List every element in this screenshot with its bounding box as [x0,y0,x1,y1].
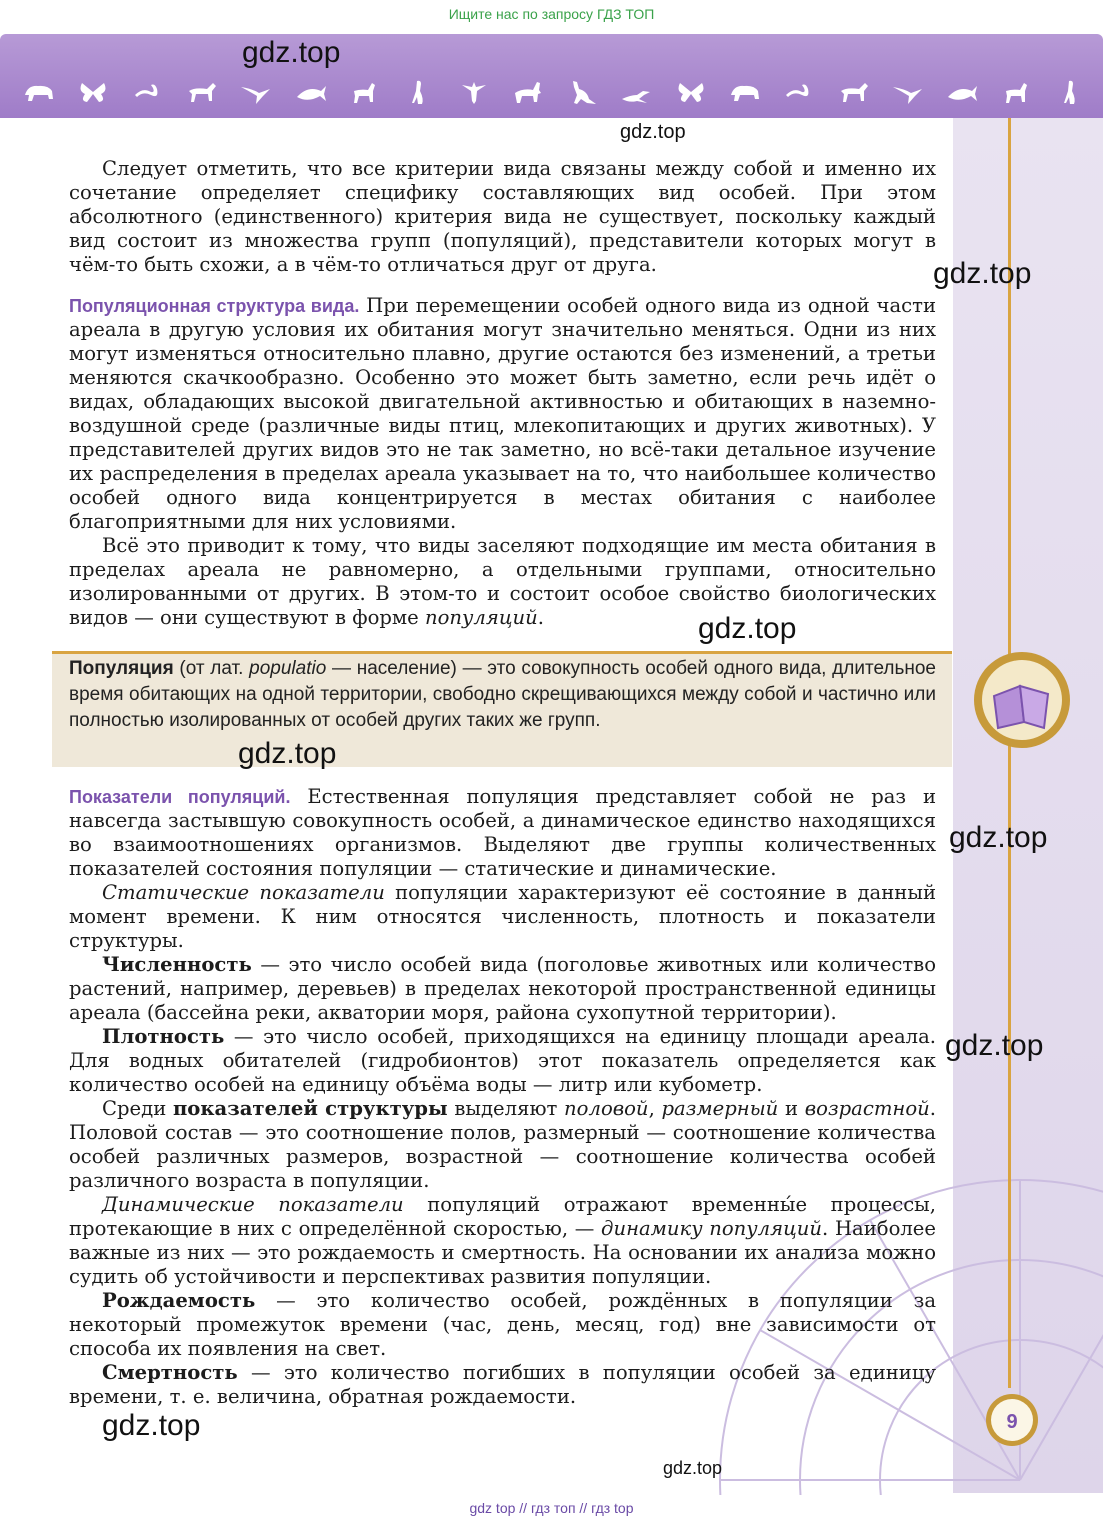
butterfly-icon [76,77,110,107]
section-population-indicators [69,785,936,1409]
scorpion-icon [131,77,165,107]
deer-icon [511,77,545,107]
margin-divider-line [1008,118,1011,1388]
fish-icon [294,77,328,107]
paragraph: Рождаемость — это количество особей, рождённых в популяции за некоторый промежуток времени (час, день, месяц, год) вне зависимости от способа их появления на свет. [69,1289,936,1360]
section-heading: Популяционная структура вида. [69,296,360,316]
watermark: gdz.top [698,612,797,645]
book-icon [972,650,1072,750]
fish-icon [945,77,979,107]
horse-icon [185,77,219,107]
goat-icon [1000,77,1034,107]
lizard-icon [619,77,653,107]
insect-icon [457,77,491,107]
bird-icon [891,77,925,107]
footer-links[interactable]: gdz top // гдз топ // гдз top [469,1500,634,1516]
watermark: gdz.top [242,36,341,69]
search-hint: Ищите нас по запросу ГДЗ ТОП [448,6,655,22]
butterfly-icon [674,77,708,107]
paragraph: Динамические показатели популяций отражают временны́е процессы, протекающие в них с определённой скоростью, — динамику популяций. Наиболее важные из них — это рождаемость и смертность. На основании их анализа можно судить об устойчивости и перспективах развития популяции. [69,1193,936,1288]
page-number: 9 [1006,1411,1018,1433]
paragraph: Следует отметить, что все критерии вида связаны между собой и именно их сочетание определяет специфику составляющих вид особей. При этом абсолютного (единственного) критерия вида не существует, поскольку каждый вид состоит из множества групп (популяций), представители которых могут в чём-то быть схожи, а в чём-то отличаться друг от друга. [69,157,936,276]
paragraph: Всё это приводит к тому, что виды заселяют подходящие им места обитания в пределах ареала не равномерно, а отдельными группами, относительно изолированными от других. В этом-то и состоит особое свойство биологических видов — они существуют в форме популяций. [69,534,936,629]
section-population-structure [69,294,936,630]
scorpion-icon [782,77,816,107]
paragraph: Статические показатели популяции характеризуют её состояние в данный момент времени. К ним относятся численность, плотность и показатели структуры. [69,881,936,952]
definition-term: Популяция [69,658,174,679]
page-number-badge [984,1392,1040,1448]
buffalo-icon [728,77,762,107]
watermark: gdz.top [663,1458,723,1478]
paragraph: Плотность — это число особей, приходящихся на единицу площади ареала. Для водных обитателей (гидробионтов) этот показатель определяется как количество особей на единицу объёма воды — литр или кубометр. [69,1025,936,1096]
meerkat-icon [1054,77,1088,107]
paragraph: Популяционная структура вида. При перемещении особей одного вида из одной части ареала в другую условия их обитания могут значительно меняться. Одни из них могут изменяться относительно плавно, другие остаются без изменений, а третьи меняются скачкообразно. Особенно это может быть заметно, если речь идёт о видах, обладающих высокой двигательной активностью и обитающих в наземно-воздушной среде (различные виды птиц, млекопитающих и других животных). У представителей других видов это не так заметно, но всё-таки детальное изучение их распределения в пределах ареала указывает на то, что наибольшее количество особей одного вида концентрируется в местах обитания с наиболее благоприятными для них условиями. [69,294,937,533]
paragraph: Среди показателей структуры выделяют половой, размерный и возрастной. Половой состав — это соотношение полов, размерный — соотношение количества особей различных размеров, возрастной — соотношение количества особей различного возраста в популяции. [69,1097,936,1192]
definition-text: Популяция (от лат. populatio — население) — это совокупность особей одного вида, длительное время обитающих на одной территории, свободно скрещивающихся между собой и частично или полностью изолированных от особей других таких же групп. [69,658,936,731]
meerkat-icon [402,77,436,107]
kangaroo-icon [565,77,599,107]
paragraph: Смертность — это количество погибших в популяции особей за единицу времени, т. е. величина, обратная рождаемости. [69,1361,936,1408]
paragraph: Показатели популяций. Естественная популяция представляет собой не раз и навсегда застывшую совокупность особей, а динамическое единство находящихся во взаимоотношениях организмов. Выделяют две группы количественных показателей состояния популяции — статические и динамические. [69,785,936,880]
section-species-criteria [69,157,936,277]
horse-icon [837,77,871,107]
paragraph: Численность — это число особей вида (поголовье животных или количество растений, например, деревьев) в пределах некоторой пространственной единицы ареала (бассейна реки, акватории моря, района сухопутной территории). [69,953,936,1024]
watermark: gdz.top [945,1029,1044,1062]
watermark: gdz.top [949,821,1048,854]
section-heading: Показатели популяций. [69,787,291,807]
buffalo-icon [22,77,56,107]
animal-icon-strip [22,74,1088,110]
watermark: gdz.top [620,121,686,143]
watermark: gdz.top [102,1409,201,1442]
watermark: gdz.top [238,737,337,770]
watermark: gdz.top [933,257,1032,290]
goat-icon [348,77,382,107]
bird-icon [239,77,273,107]
